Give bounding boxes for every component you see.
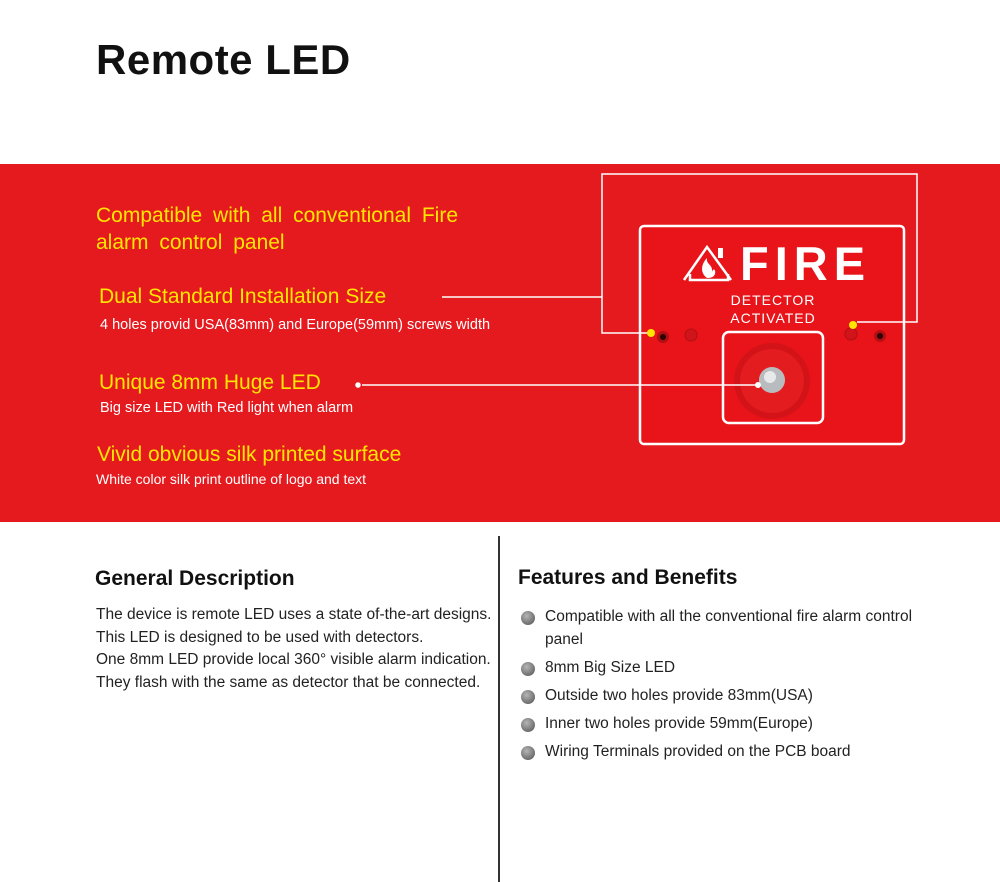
callout-dot-led [755, 382, 761, 388]
product-line-detector: DETECTOR [730, 292, 816, 308]
bullet-icon [521, 718, 535, 732]
bullet-icon [521, 611, 535, 625]
benefit-text: 8mm Big Size LED [545, 658, 676, 676]
list-item [520, 713, 920, 736]
benefit-text: Compatible with all the conventional fire alarm control panel [545, 608, 913, 648]
list-item [520, 741, 920, 764]
feature-led-subtitle: Big size LED with Red light when alarm [100, 400, 354, 416]
feature-silk-subtitle: White color silk print outline of logo and text [96, 471, 367, 487]
product-logo-text: FIRE [740, 237, 872, 290]
list-item [520, 606, 920, 651]
benefits-list [520, 606, 920, 769]
feature-installation-title: Dual Standard Installation Size [99, 285, 387, 308]
column-divider [498, 536, 500, 882]
feature-installation-subtitle: 4 holes provid USA(83mm) and Europe(59mm) screws width [100, 317, 491, 333]
benefit-text: Outside two holes provide 83mm(USA) [545, 686, 813, 704]
benefit-text: Wiring Terminals provided on the PCB board [545, 742, 851, 760]
feature-silk-title: Vivid obvious silk printed surface [97, 443, 402, 466]
screw-hole-inner-left [685, 329, 697, 341]
general-description-text [96, 604, 496, 694]
bullet-icon [521, 662, 535, 676]
list-item [520, 657, 920, 680]
callout-dot-inner [849, 321, 857, 329]
feature-led-title: Unique 8mm Huge LED [99, 371, 321, 394]
page-title: Remote LED [96, 36, 351, 83]
benefit-text: Inner two holes provide 59mm(Europe) [545, 714, 813, 732]
bullet-icon [521, 746, 535, 760]
list-item [520, 685, 920, 708]
product-line-activated: ACTIVATED [730, 310, 816, 326]
features-benefits-heading: Features and Benefits [518, 566, 738, 589]
screw-hole-inner-right [845, 328, 857, 340]
description-paragraph-1: The device is remote LED uses a state of-the-art designs. This LED is designed to be used with detectors. [96, 606, 492, 646]
description-paragraph-2: One 8mm LED provide local 360° visible alarm indication. They flash with the same as detector that be connected. [96, 651, 491, 691]
product-banner [0, 164, 1000, 522]
callout-dot-outer [647, 329, 655, 337]
bullet-icon [521, 690, 535, 704]
feature-compatible-title: Compatible with all conventional Fire alarm control panel [96, 204, 458, 254]
general-description-heading: General Description [95, 567, 295, 590]
